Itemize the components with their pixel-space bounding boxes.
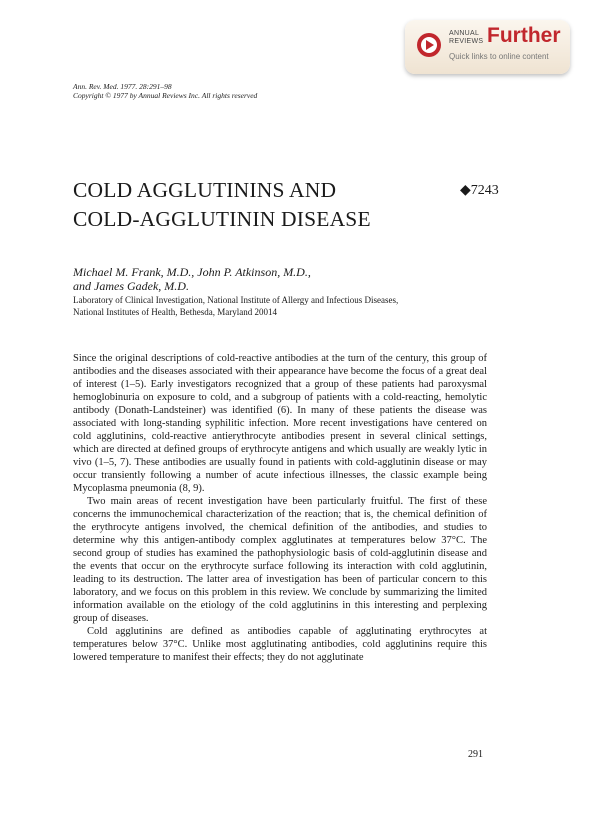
body-paragraph-1: Since the original descriptions of cold-reactive antibodies at the turn of the century, this group of antibodies and the diseases associated with their appearance have become the focus of a great deal of interest (1–5). Early investigators recognized that a group of these patients had paroxysmal hemoglobinuria on exposure to cold, and a subgroup of patients with a cold-reacting, hemolytic antibody (Donath-Landsteiner) was identified (6). In many of these patients the disease was associated with long-standing syphilitic infection. More recent investigations have centered on cold agglutinins, cold-reactive antierythrocyte antibodies present in several clinical settings, which are directed at defined groups of erythrocyte antigens and which usually are weakly lytic in vivo (1–5, 7). These antibodies are usually found in patients with cold-agglutinin disease or may occur transiently following a number of acute infectious illnesses, the classic example being Mycoplasma pneumonia (8, 9). [73,353,487,494]
title-line-1: COLD AGGLUTININS AND [73,178,337,202]
badge-tagline: Quick links to online content [449,52,549,61]
badge-annual-text: ANNUAL [449,30,480,37]
annual-reviews-further-badge[interactable] [405,20,570,74]
page-number: 291 [468,749,483,760]
article-code: ◆7243 [460,183,499,198]
citation-line: Ann. Rev. Med. 1977. 28:291–98 [73,82,172,91]
body-paragraph-3: Cold agglutinins are defined as antibodies capable of agglutinating erythrocytes at temperatures below 37°C. Unlike most agglutinating antibodies, cold agglutinins require this lowered temperature to manifest their effects; they do not agglutinate [73,626,487,663]
author-affiliation [73,295,398,318]
copyright-line: Copyright © 1977 by Annual Reviews Inc. All rights reserved [73,91,258,100]
article-authors [73,265,311,293]
badge-reviews-text: REVIEWS [449,38,484,45]
article-title [73,176,423,234]
play-circle-icon [416,32,442,58]
article-body [73,352,487,664]
title-line-2: COLD-AGGLUTININ DISEASE [73,207,371,231]
authors-line-2: and James Gadek, M.D. [73,279,189,293]
affiliation-line-1: Laboratory of Clinical Investigation, National Institute of Allergy and Infectious Diseases, [73,295,399,305]
journal-citation [73,82,257,100]
body-paragraph-2: Two main areas of recent investigation have been particularly fruitful. The first of these concerns the immunochemical characterization of the reaction; that is, the chemical definition of the erythrocyte antigens involved, the chemical definition of the antibodies, and studies to determine why this antigen-antibody complex agglutinates at temperatures below 37°C. The second group of studies has examined the pathophysiologic basis of cold-agglutinin disease and the events that occur on the erythrocyte surface following its interaction with cold agglutinin, leading to its destruction. The latter area of investigation has been of particular concern to this laboratory, and we focus on this problem in this review. We conclude by summarizing the limited information available on the etiology of the cold agglutinins in this interesting and perplexing group of diseases. [73,496,487,624]
authors-line-1: Michael M. Frank, M.D., John P. Atkinson, M.D., [73,265,311,279]
affiliation-line-2: National Institutes of Health, Bethesda, Maryland 20014 [73,306,277,317]
badge-further-link[interactable]: Further [487,24,561,47]
